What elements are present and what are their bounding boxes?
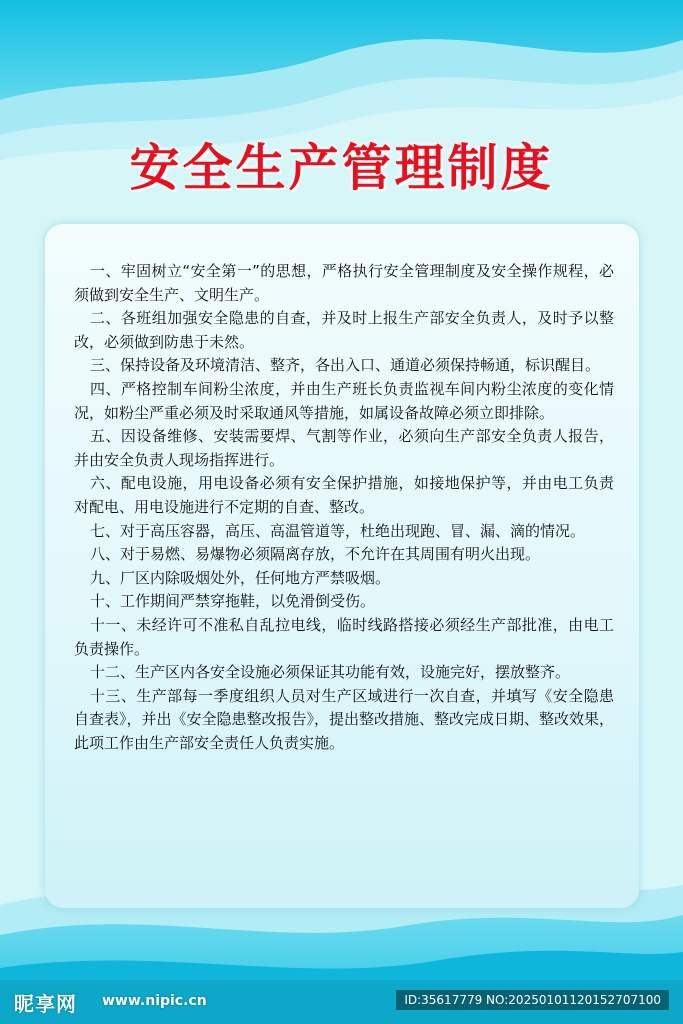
rule-item: 四、严格控制车间粉尘浓度，并由生产班长负责监视车间内粉尘浓度的变化情况，如粉尘严重必须及时采取通风等措施，如属设备故障必须立即排除。 <box>74 379 614 422</box>
rules-list <box>74 260 614 755</box>
rule-item: 十一、未经许可不准私自乱拉电线，临时线路搭接必须经生产部批准，由电工负责操作。 <box>74 615 614 658</box>
rule-item: 十二、生产区内各安全设施必须保证其功能有效，设施完好，摆放整齐。 <box>90 663 571 682</box>
watermark-logo: 昵享网 <box>14 992 77 1016</box>
rule-item: 二、各班组加强安全隐患的自查，并及时上报生产部安全负责人，及时予以整改，必须做到防患于未然。 <box>74 309 614 351</box>
page-title: 安全生产管理制度 <box>129 139 554 197</box>
watermark-bar <box>0 980 683 1024</box>
watermark-id: ID:35617779 NO:20250101120152707100 <box>396 990 669 1010</box>
rule-item: 五、因设备维修、安装需要焊、气割等作业，必须向生产部安全负责人报告，并由安全负责人现场指挥进行。 <box>74 427 614 469</box>
watermark-site: www.nipic.cn <box>102 993 207 1009</box>
rule-item: 七、对于高压容器，高压、高温管道等，杜绝出现跑、冒、漏、滴的情况。 <box>90 521 586 540</box>
rule-item: 十三、生产部每一季度组织人员对生产区域进行一次自查，并填写《安全隐患自查表》，并出《安全隐患整改报告》，提出整改措施、整改完成日期、整改效果，此项工作由生产部安全责任人负责实施。 <box>74 686 615 752</box>
rule-item: 一、牢固树立“安全第一”的思想，严格执行安全管理制度及安全操作规程，必须做到安全生产、文明生产。 <box>74 262 614 304</box>
rule-item: 六、配电设施，用电设备必须有安全保护措施，如接地保护等，并由电工负责对配电、用电设施进行不定期的自查、整改。 <box>74 474 614 516</box>
rule-item: 三、保持设备及环境清洁、整齐，各出入口、通道必须保持畅通，标识醒目。 <box>90 356 601 375</box>
rule-item: 十、工作期间严禁穿拖鞋，以免滑倒受伤。 <box>90 592 376 611</box>
rule-item: 九、厂区内除吸烟处外，任何地方严禁吸烟。 <box>90 568 391 587</box>
rule-item: 八、对于易燃、易爆物必须隔离存放，不允许在其周围有明火出现。 <box>90 545 541 564</box>
